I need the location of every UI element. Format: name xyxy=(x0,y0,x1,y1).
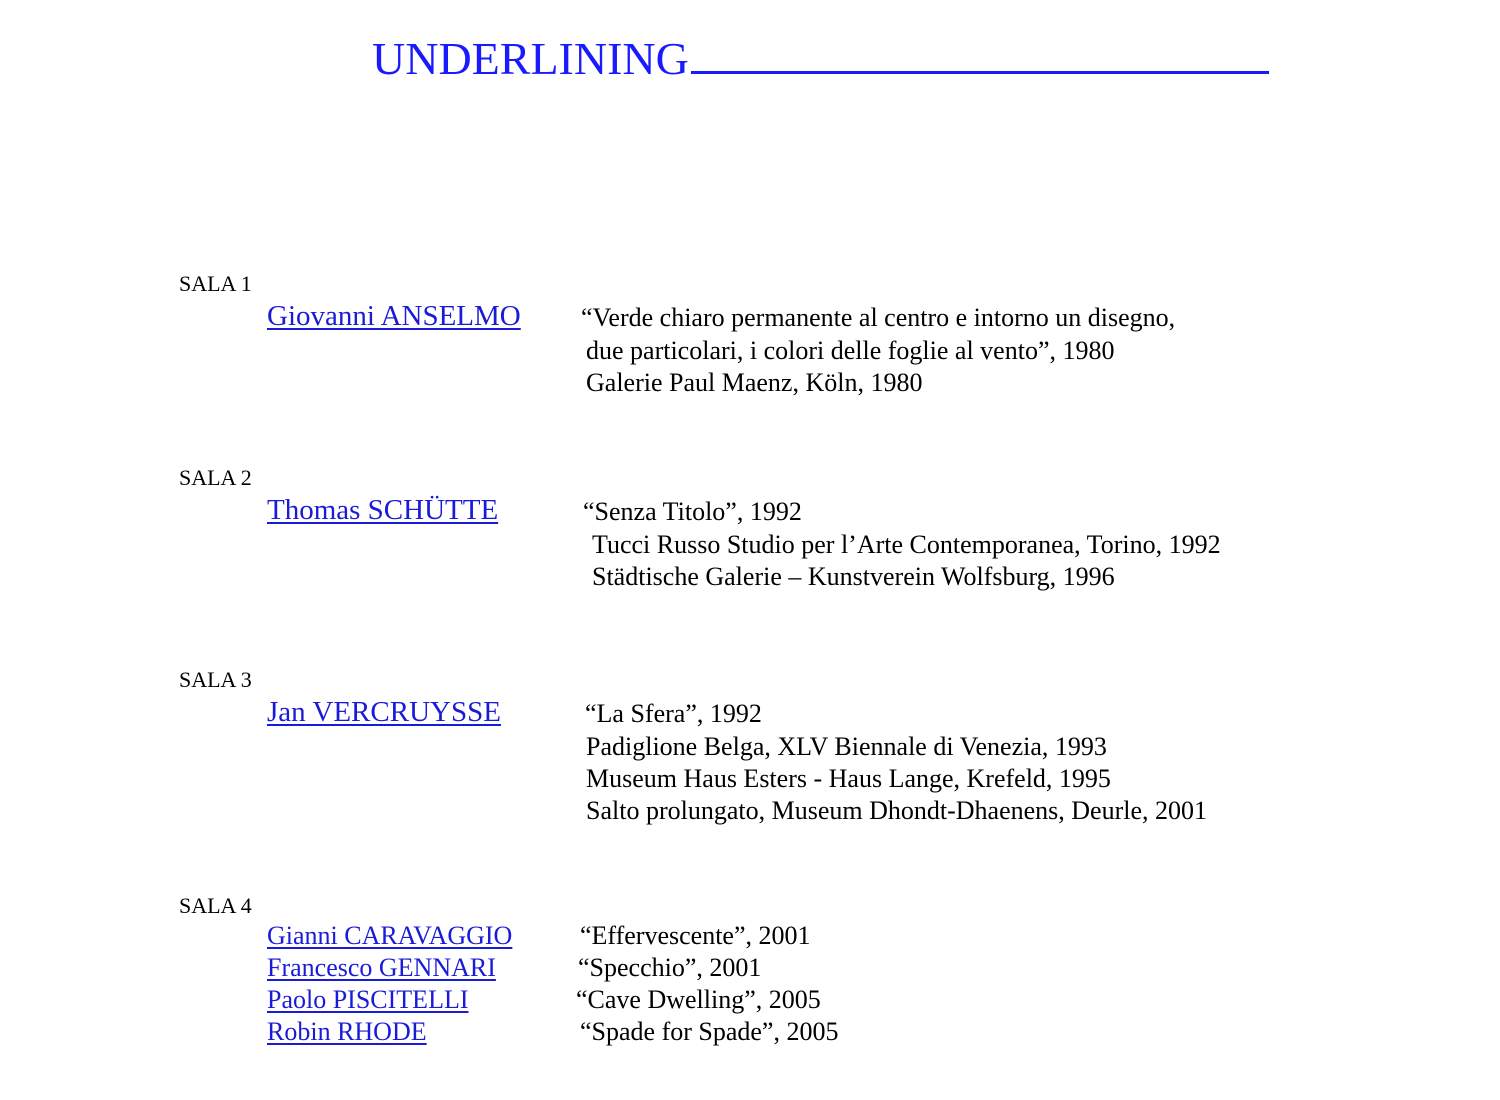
work-line: Museum Haus Esters - Haus Lange, Krefeld, 1995 xyxy=(586,764,1111,793)
room-label-4: SALA 4 xyxy=(179,893,252,918)
title-underline-rule xyxy=(691,71,1269,74)
artist-link-anselmo[interactable]: Giovanni ANSELMO xyxy=(267,300,521,332)
artist-link-schutte[interactable]: Thomas SCHÜTTE xyxy=(267,494,499,526)
work-line: Padiglione Belga, XLV Biennale di Venezia, 1993 xyxy=(586,732,1107,761)
work-line: “La Sfera”, 1992 xyxy=(585,699,762,728)
artist-link-caravaggio[interactable]: Gianni CARAVAGGIO xyxy=(267,921,513,950)
work-line: “Spade for Spade”, 2005 xyxy=(580,1017,839,1046)
work-line: “Specchio”, 2001 xyxy=(578,953,762,982)
page-title xyxy=(372,30,1269,88)
page-title-text: UNDERLINING xyxy=(372,33,689,84)
work-line: Tucci Russo Studio per l’Arte Contemporanea, Torino, 1992 xyxy=(592,530,1221,559)
work-line: Städtische Galerie – Kunstverein Wolfsburg, 1996 xyxy=(592,562,1115,591)
work-line: “Senza Titolo”, 1992 xyxy=(583,497,802,526)
room-label-1: SALA 1 xyxy=(179,271,252,296)
room-label-3: SALA 3 xyxy=(179,667,252,692)
artist-link-rhode[interactable]: Robin RHODE xyxy=(267,1017,427,1046)
artist-link-gennari[interactable]: Francesco GENNARI xyxy=(267,953,496,982)
work-line: “Effervescente”, 2001 xyxy=(580,921,811,950)
work-line: Galerie Paul Maenz, Köln, 1980 xyxy=(586,368,923,397)
room-label-2: SALA 2 xyxy=(179,465,252,490)
work-line: “Cave Dwelling”, 2005 xyxy=(576,985,821,1014)
artist-link-piscitelli[interactable]: Paolo PISCITELLI xyxy=(267,985,469,1014)
artist-link-vercruysse[interactable]: Jan VERCRUYSSE xyxy=(267,696,501,728)
work-line: due particolari, i colori delle foglie al vento”, 1980 xyxy=(586,336,1115,365)
work-line: “Verde chiaro permanente al centro e intorno un disegno, xyxy=(581,303,1176,332)
work-line: Salto prolungato, Museum Dhondt-Dhaenens, Deurle, 2001 xyxy=(586,796,1208,825)
